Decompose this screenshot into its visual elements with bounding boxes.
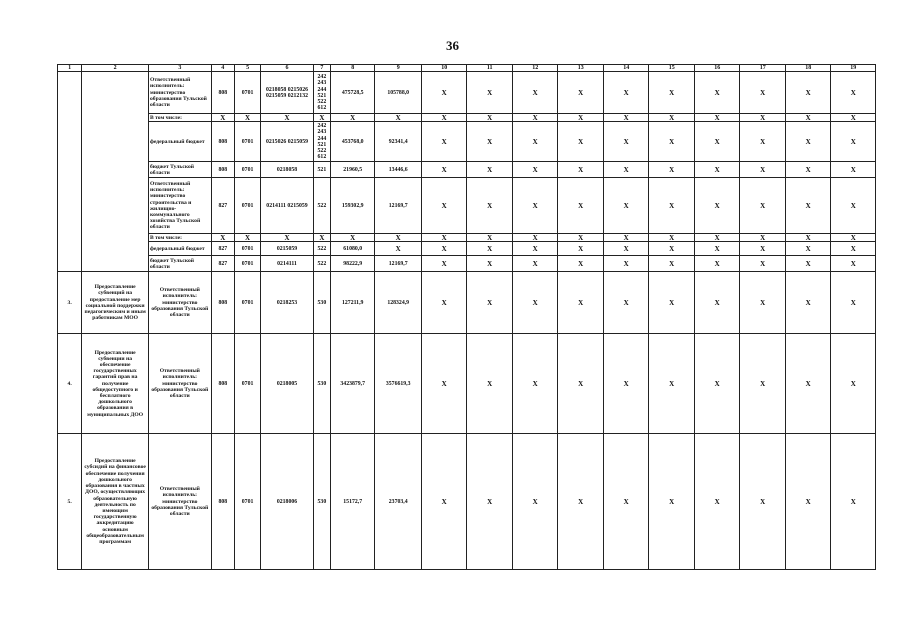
measure-name-cell	[82, 72, 149, 272]
mark-cell: X	[421, 114, 467, 122]
code-cell: 21960,5	[330, 162, 374, 178]
mark-cell: X	[649, 272, 695, 334]
col-header: 6	[261, 65, 314, 72]
mark-cell: X	[831, 434, 876, 570]
mark-cell: X	[694, 256, 740, 272]
table-row	[58, 162, 876, 178]
measure-name-cell: Предоставление субсидий на финансовое обеспечение получения дошкольного образования в частных ДОО, осуществляющих образовательную деятельность по имеющим государственную аккредитацию основным общеобразовательным программам	[82, 434, 149, 570]
table-row	[58, 72, 876, 114]
measure-name-cell: Предоставление субвенции на обеспечение государственных гарантий прав на получение общедоступного и бесплатного дошкольного образования в муниципальных ДОО	[82, 334, 149, 434]
mark-cell: X	[785, 334, 831, 434]
code-cell: 61080,0	[330, 242, 374, 256]
mark-cell: X	[512, 72, 558, 114]
code-cell: 0218058	[261, 162, 314, 178]
mark-cell: X	[785, 434, 831, 570]
code-cell: 15172,7	[330, 434, 374, 570]
code-cell: X	[375, 234, 422, 242]
executor-cell: бюджет Тульской области	[148, 162, 211, 178]
table-row	[58, 234, 876, 242]
mark-cell: X	[831, 122, 876, 162]
mark-cell: X	[467, 434, 513, 570]
col-header: 13	[558, 65, 604, 72]
mark-cell: X	[831, 72, 876, 114]
mark-cell: X	[694, 334, 740, 434]
mark-cell: X	[603, 256, 649, 272]
mark-cell: X	[831, 256, 876, 272]
executor-cell: федеральный бюджет	[148, 242, 211, 256]
code-cell: 242 243 244 521 522 612	[313, 72, 330, 114]
mark-cell: X	[740, 434, 786, 570]
code-cell: 0701	[234, 256, 260, 272]
code-cell: 522	[313, 178, 330, 234]
code-cell: 0214111 0215059	[261, 178, 314, 234]
mark-cell: X	[740, 234, 786, 242]
code-cell: 521	[313, 162, 330, 178]
col-header: 12	[512, 65, 558, 72]
executor-cell: Ответственный исполнитель: министерство образования Тульской области	[148, 434, 211, 570]
code-cell: 3576619,3	[375, 334, 422, 434]
code-cell: X	[234, 114, 260, 122]
code-cell: X	[330, 234, 374, 242]
code-cell: 0701	[234, 272, 260, 334]
table-row	[58, 114, 876, 122]
col-header: 15	[649, 65, 695, 72]
executor-cell: бюджет Тульской области	[148, 256, 211, 272]
mark-cell: X	[603, 334, 649, 434]
mark-cell: X	[467, 122, 513, 162]
mark-cell: X	[512, 242, 558, 256]
code-cell: X	[375, 242, 422, 256]
code-cell: 0701	[234, 178, 260, 234]
mark-cell: X	[558, 162, 604, 178]
mark-cell: X	[512, 256, 558, 272]
mark-cell: X	[512, 178, 558, 234]
executor-cell: Ответственный исполнитель: министерство образования Тульской области	[148, 272, 211, 334]
mark-cell: X	[785, 178, 831, 234]
table-row	[58, 122, 876, 162]
table-row	[58, 242, 876, 256]
code-cell: 522	[313, 242, 330, 256]
mark-cell: X	[785, 272, 831, 334]
mark-cell: X	[558, 72, 604, 114]
code-cell: 0218058 0215026 0215059 0212132	[261, 72, 314, 114]
mark-cell: X	[785, 122, 831, 162]
mark-cell: X	[785, 256, 831, 272]
mark-cell: X	[467, 178, 513, 234]
code-cell: 0218253	[261, 272, 314, 334]
mark-cell: X	[421, 122, 467, 162]
mark-cell: X	[694, 434, 740, 570]
mark-cell: X	[512, 272, 558, 334]
executor-cell: Ответственный исполнитель: министерство строительства и жилищно-коммунального хозяйства Тульской области	[148, 178, 211, 234]
code-cell: 0701	[234, 72, 260, 114]
col-header: 19	[831, 65, 876, 72]
mark-cell: X	[740, 242, 786, 256]
code-cell: 12169,7	[375, 178, 422, 234]
mark-cell: X	[785, 162, 831, 178]
mark-cell: X	[512, 114, 558, 122]
executor-cell: Ответственный исполнитель: министерство образования Тульской области	[148, 334, 211, 434]
mark-cell: X	[558, 334, 604, 434]
mark-cell: X	[740, 178, 786, 234]
code-cell: 808	[211, 272, 234, 334]
code-cell: 0218006	[261, 434, 314, 570]
mark-cell: X	[512, 334, 558, 434]
mark-cell: X	[603, 434, 649, 570]
code-cell: 13446,6	[375, 162, 422, 178]
table-row	[58, 256, 876, 272]
code-cell: 0215059	[261, 242, 314, 256]
code-cell: 0215026 0215059	[261, 122, 314, 162]
row-number-cell: 5.	[58, 434, 82, 570]
mark-cell: X	[694, 162, 740, 178]
mark-cell: X	[649, 72, 695, 114]
code-cell: X	[261, 114, 314, 122]
mark-cell: X	[467, 72, 513, 114]
col-header: 11	[467, 65, 513, 72]
code-cell: 827	[211, 242, 234, 256]
header-row	[58, 65, 876, 72]
mark-cell: X	[603, 72, 649, 114]
mark-cell: X	[467, 334, 513, 434]
mark-cell: X	[649, 162, 695, 178]
mark-cell: X	[421, 256, 467, 272]
mark-cell: X	[603, 272, 649, 334]
col-header: 17	[740, 65, 786, 72]
mark-cell: X	[740, 334, 786, 434]
code-cell: 808	[211, 334, 234, 434]
mark-cell: X	[740, 72, 786, 114]
mark-cell: X	[421, 242, 467, 256]
code-cell: 0214111	[261, 256, 314, 272]
code-cell: X	[330, 114, 374, 122]
mark-cell: X	[694, 272, 740, 334]
mark-cell: X	[740, 162, 786, 178]
mark-cell: X	[831, 272, 876, 334]
mark-cell: X	[649, 122, 695, 162]
table-row	[58, 334, 876, 434]
code-cell: 808	[211, 162, 234, 178]
executor-cell: Ответственный исполнитель: министерство образования Тульской области	[148, 72, 211, 114]
mark-cell: X	[421, 162, 467, 178]
code-cell: 808	[211, 434, 234, 570]
col-header: 8	[330, 65, 374, 72]
code-cell: X	[375, 114, 422, 122]
col-header: 7	[313, 65, 330, 72]
mark-cell: X	[467, 114, 513, 122]
code-cell: 0701	[234, 434, 260, 570]
col-header: 2	[82, 65, 149, 72]
mark-cell: X	[831, 178, 876, 234]
code-cell: 3423879,7	[330, 334, 374, 434]
mark-cell: X	[421, 434, 467, 570]
code-cell: 827	[211, 178, 234, 234]
code-cell: 23703,4	[375, 434, 422, 570]
mark-cell: X	[558, 434, 604, 570]
mark-cell: X	[421, 272, 467, 334]
code-cell: X	[211, 114, 234, 122]
mark-cell: X	[421, 178, 467, 234]
mark-cell: X	[785, 72, 831, 114]
mark-cell: X	[740, 122, 786, 162]
mark-cell: X	[694, 72, 740, 114]
mark-cell: X	[694, 122, 740, 162]
code-cell: 808	[211, 72, 234, 114]
mark-cell: X	[740, 114, 786, 122]
mark-cell: X	[831, 242, 876, 256]
mark-cell: X	[512, 162, 558, 178]
budget-table	[57, 64, 876, 570]
mark-cell: X	[785, 242, 831, 256]
col-header: 1	[58, 65, 82, 72]
mark-cell: X	[831, 162, 876, 178]
mark-cell: X	[694, 178, 740, 234]
code-cell: 0701	[234, 122, 260, 162]
mark-cell: X	[558, 122, 604, 162]
measure-name-cell: Предоставление субвенций на предоставление мер социальной поддержки педагогическим и иным работникам МОО	[82, 272, 149, 334]
mark-cell: X	[512, 434, 558, 570]
mark-cell: X	[558, 234, 604, 242]
col-header: 16	[694, 65, 740, 72]
mark-cell: X	[421, 334, 467, 434]
mark-cell: X	[467, 234, 513, 242]
mark-cell: X	[649, 234, 695, 242]
col-header: 18	[785, 65, 831, 72]
mark-cell: X	[740, 256, 786, 272]
code-cell: 159302,9	[330, 178, 374, 234]
code-cell: 128324,9	[375, 272, 422, 334]
code-cell: 105788,0	[375, 72, 422, 114]
mark-cell: X	[785, 234, 831, 242]
mark-cell: X	[421, 234, 467, 242]
code-cell: 0218005	[261, 334, 314, 434]
code-cell: X	[313, 114, 330, 122]
mark-cell: X	[467, 272, 513, 334]
code-cell: 0701	[234, 334, 260, 434]
mark-cell: X	[831, 334, 876, 434]
mark-cell: X	[558, 272, 604, 334]
code-cell: 0701	[234, 242, 260, 256]
mark-cell: X	[558, 178, 604, 234]
col-header: 10	[421, 65, 467, 72]
mark-cell: X	[603, 122, 649, 162]
code-cell: 530	[313, 272, 330, 334]
mark-cell: X	[603, 178, 649, 234]
col-header: 4	[211, 65, 234, 72]
mark-cell: X	[649, 178, 695, 234]
mark-cell: X	[603, 242, 649, 256]
executor-cell: В том числе:	[148, 114, 211, 122]
code-cell: 127211,9	[330, 272, 374, 334]
mark-cell: X	[558, 256, 604, 272]
table-row	[58, 272, 876, 334]
mark-cell: X	[740, 272, 786, 334]
code-cell: 530	[313, 334, 330, 434]
mark-cell: X	[512, 122, 558, 162]
mark-cell: X	[603, 162, 649, 178]
executor-cell: В том числе:	[148, 234, 211, 242]
mark-cell: X	[649, 114, 695, 122]
mark-cell: X	[785, 114, 831, 122]
code-cell: 453768,0	[330, 122, 374, 162]
mark-cell: X	[649, 434, 695, 570]
row-number-cell: 4.	[58, 334, 82, 434]
mark-cell: X	[649, 256, 695, 272]
code-cell: X	[313, 234, 330, 242]
code-cell: X	[211, 234, 234, 242]
code-cell: 0701	[234, 162, 260, 178]
col-header: 9	[375, 65, 422, 72]
mark-cell: X	[831, 234, 876, 242]
col-header: 3	[148, 65, 211, 72]
code-cell: 808	[211, 122, 234, 162]
row-number-cell: 3.	[58, 272, 82, 334]
code-cell: 12169,7	[375, 256, 422, 272]
mark-cell: X	[603, 114, 649, 122]
mark-cell: X	[694, 234, 740, 242]
mark-cell: X	[831, 114, 876, 122]
code-cell: 98222,9	[330, 256, 374, 272]
code-cell: 522	[313, 256, 330, 272]
code-cell: 475728,5	[330, 72, 374, 114]
mark-cell: X	[603, 234, 649, 242]
mark-cell: X	[467, 256, 513, 272]
code-cell: 242 243 244 521 522 612	[313, 122, 330, 162]
mark-cell: X	[558, 242, 604, 256]
table-row	[58, 434, 876, 570]
mark-cell: X	[649, 242, 695, 256]
mark-cell: X	[694, 242, 740, 256]
mark-cell: X	[558, 114, 604, 122]
page-number: 36	[446, 38, 459, 53]
mark-cell: X	[649, 334, 695, 434]
code-cell: X	[261, 234, 314, 242]
mark-cell: X	[694, 114, 740, 122]
col-header: 5	[234, 65, 260, 72]
mark-cell: X	[421, 72, 467, 114]
mark-cell: X	[512, 234, 558, 242]
row-number-cell	[58, 72, 82, 272]
executor-cell: федеральный бюджет	[148, 122, 211, 162]
code-cell: 827	[211, 256, 234, 272]
mark-cell: X	[467, 242, 513, 256]
code-cell: X	[234, 234, 260, 242]
code-cell: 92341,4	[375, 122, 422, 162]
table-body	[58, 65, 876, 570]
col-header: 14	[603, 65, 649, 72]
table-row	[58, 178, 876, 234]
mark-cell: X	[467, 162, 513, 178]
code-cell: 530	[313, 434, 330, 570]
